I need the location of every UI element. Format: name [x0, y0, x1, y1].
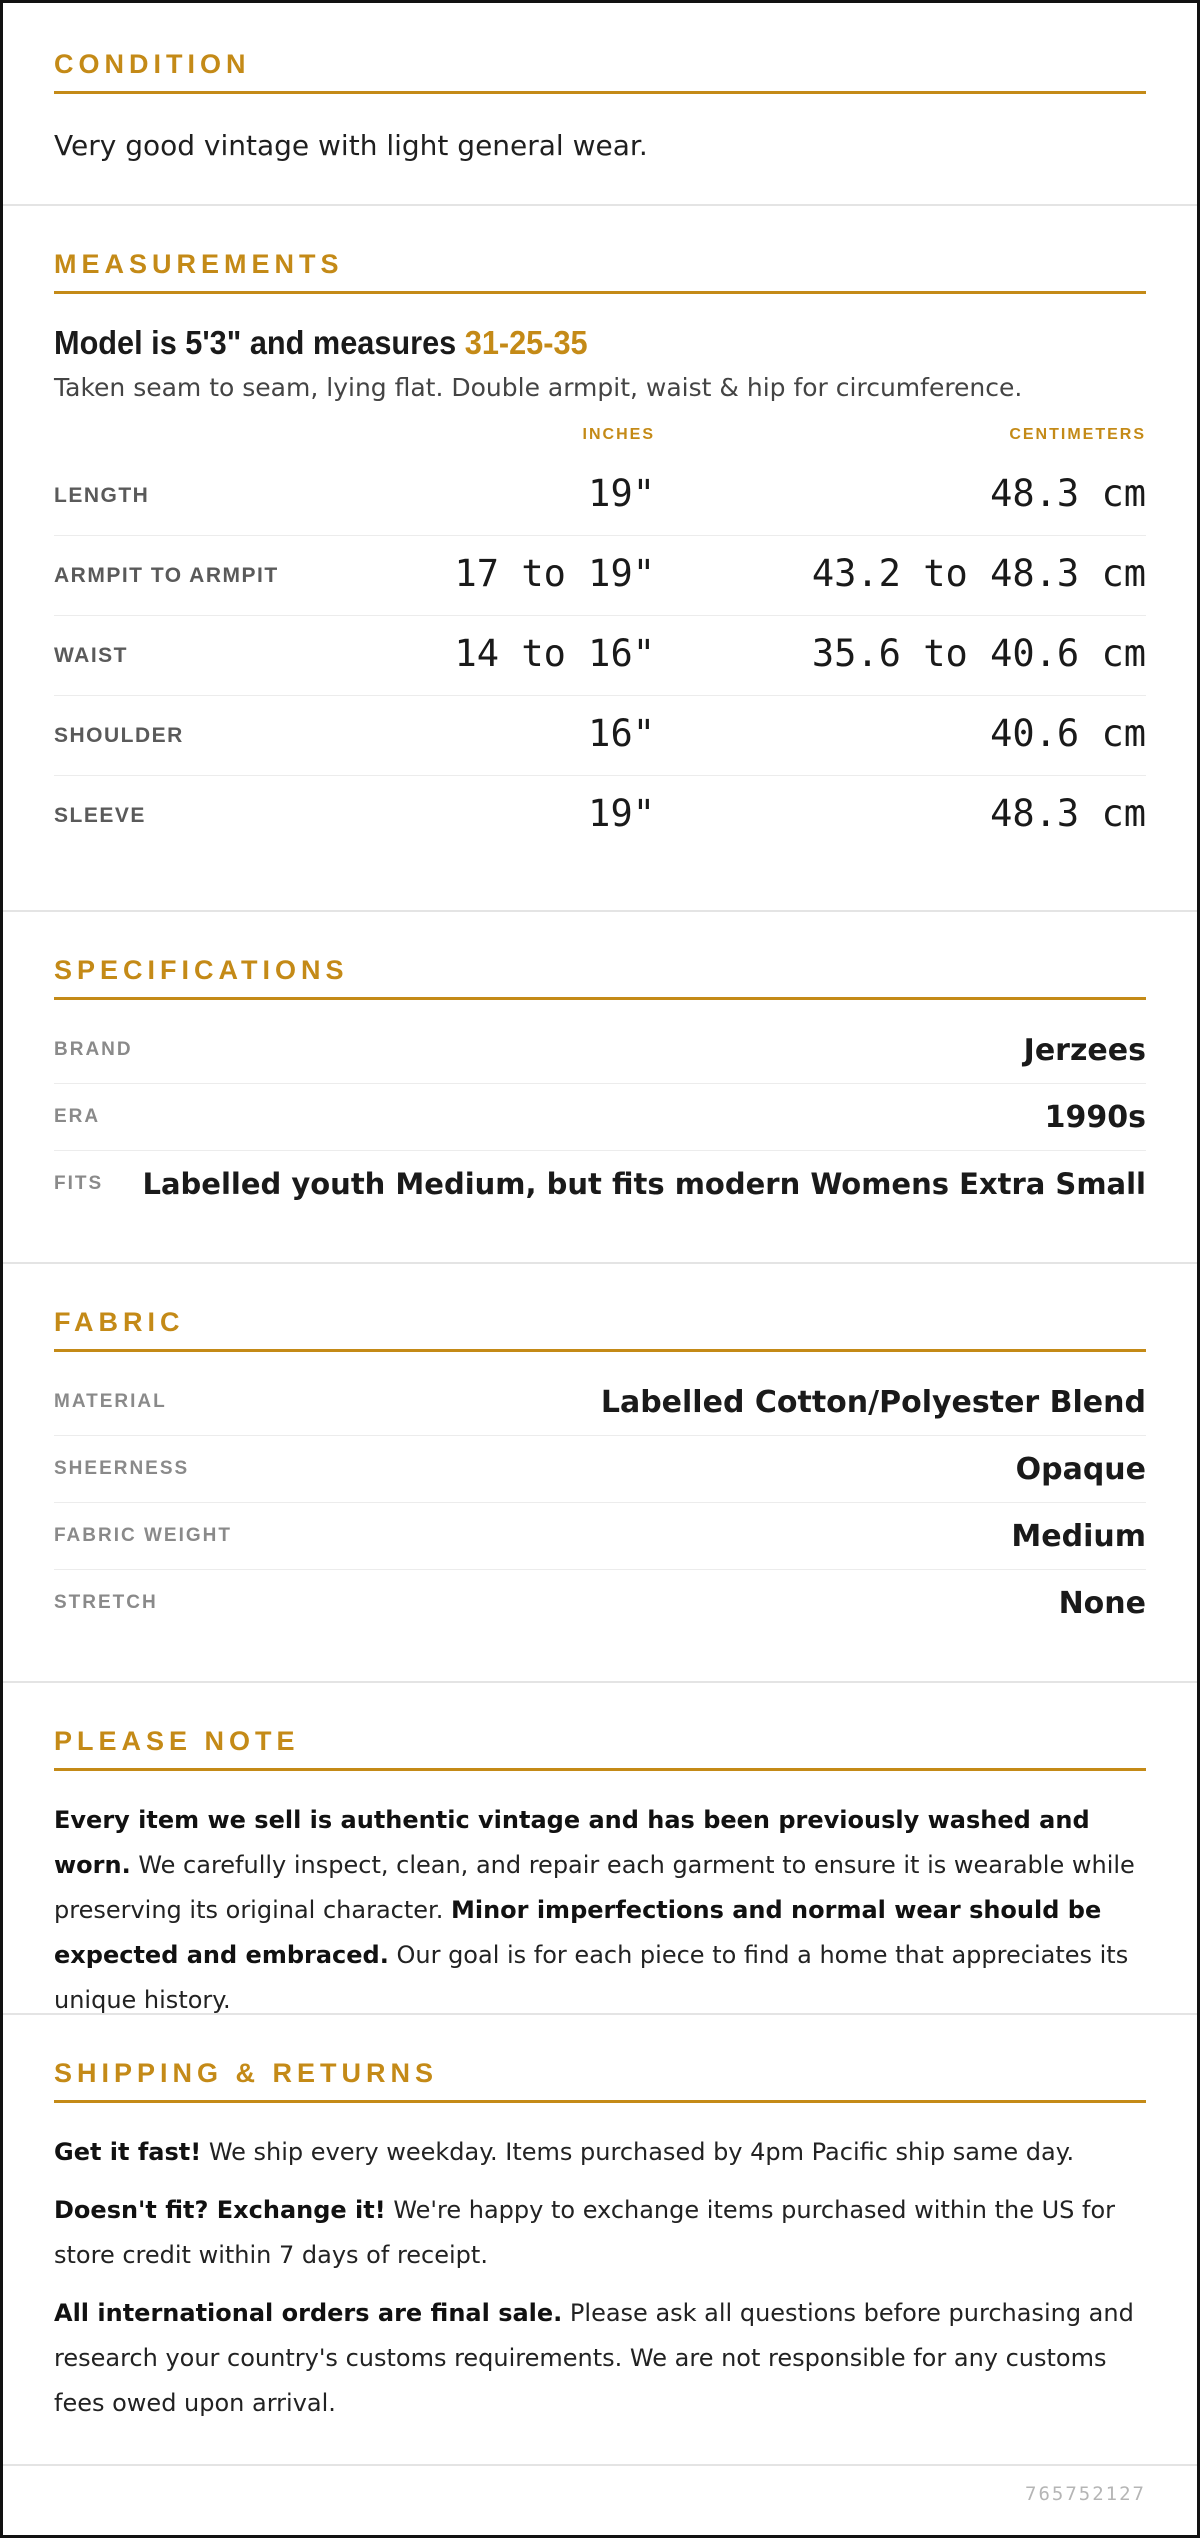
fabric-value: Medium — [1011, 1518, 1146, 1554]
shipping-paragraph-fast — [54, 2130, 1146, 2175]
spec-row-era — [54, 1084, 1146, 1151]
measurement-cm: 48.3 cm — [990, 472, 1146, 515]
measurement-inches: 17 to 19" — [454, 552, 655, 595]
measurement-label: LENGTH — [54, 484, 150, 507]
measurement-cm: 40.6 cm — [990, 712, 1146, 755]
please-note-heading: PLEASE NOTE — [54, 1728, 1146, 1771]
spec-value: Labelled youth Medium, but fits modern Womens Extra Small — [142, 1167, 1146, 1201]
shipping-bold: Doesn't fit? Exchange it! — [54, 2196, 386, 2224]
shipping-text: We're happy to exchange items purchased within the US for store credit within 7 days of receipt. — [54, 2196, 1116, 2269]
measurement-row-armpit — [54, 536, 1146, 616]
note-bold-1: Every item we sell is authentic vintage and has been previously washed and worn. — [54, 1806, 1090, 1879]
spec-label: ERA — [54, 1106, 101, 1127]
measurements-subtitle: Taken seam to seam, lying flat. Double armpit, waist & hip for circumference. — [54, 373, 1023, 402]
measurements-section — [3, 206, 1197, 912]
fabric-heading: FABRIC — [54, 1309, 1146, 1352]
specifications-section — [3, 912, 1197, 1264]
measurement-cm: 35.6 to 40.6 cm — [811, 632, 1146, 675]
fabric-label: MATERIAL — [54, 1391, 167, 1412]
model-measures: 31-25-35 — [464, 324, 588, 361]
model-info — [54, 326, 1070, 359]
measurement-row-sleeve — [54, 776, 1146, 855]
shipping-bold: All international orders are final sale. — [54, 2299, 563, 2327]
fabric-label: STRETCH — [54, 1592, 158, 1613]
measurement-cm: 48.3 cm — [990, 792, 1146, 835]
spec-value: Jerzees — [1023, 1032, 1146, 1068]
fabric-section — [3, 1264, 1197, 1683]
measurement-row-waist — [54, 616, 1146, 696]
measurement-cm: 43.2 to 48.3 cm — [811, 552, 1146, 595]
shipping-paragraph-international — [54, 2291, 1146, 2426]
shipping-returns-section — [3, 2015, 1197, 2466]
spec-label: FITS — [54, 1173, 104, 1194]
fabric-row-material — [54, 1369, 1146, 1436]
shipping-returns-heading: SHIPPING & RETURNS — [54, 2060, 1146, 2103]
spec-value: 1990s — [1044, 1099, 1146, 1135]
measurement-label: SLEEVE — [54, 804, 146, 827]
note-bold-2: Minor imperfections and normal wear should be expected and embraced. — [54, 1896, 1102, 1969]
note-text-1: We carefully inspect, clean, and repair each garment to ensure it is wearable while preserving its original character. — [54, 1851, 1135, 1924]
condition-heading: CONDITION — [54, 51, 1146, 94]
specifications-table — [54, 1017, 1146, 1217]
fabric-label: FABRIC WEIGHT — [54, 1525, 232, 1546]
inches-column-header: INCHES — [582, 426, 655, 443]
shipping-bold: Get it fast! — [54, 2138, 202, 2166]
fabric-row-weight — [54, 1503, 1146, 1570]
centimeters-column-header: CENTIMETERS — [1009, 426, 1146, 443]
spec-row-brand — [54, 1017, 1146, 1084]
measurement-row-length — [54, 456, 1146, 536]
spec-label: BRAND — [54, 1039, 133, 1060]
measurement-inches: 14 to 16" — [454, 632, 655, 675]
measurement-inches: 16" — [588, 712, 655, 755]
model-info-prefix: Model is 5'3" and measures — [54, 324, 457, 361]
fabric-row-sheerness — [54, 1436, 1146, 1503]
measurements-table — [54, 456, 1146, 855]
please-note-section — [3, 1683, 1197, 2015]
item-id: 765752127 — [1025, 2483, 1146, 2505]
measurement-row-shoulder — [54, 696, 1146, 776]
specifications-heading: SPECIFICATIONS — [54, 957, 1146, 1000]
please-note-text — [54, 1798, 1146, 2023]
condition-text: Very good vintage with light general wear. — [54, 129, 648, 162]
note-text-2: Our goal is for each piece to find a home that appreciates its unique history. — [54, 1941, 1129, 2014]
measurement-label: WAIST — [54, 644, 128, 667]
shipping-text: We ship every weekday. Items purchased by 4pm Pacific ship same day. — [201, 2138, 1075, 2166]
shipping-text: Please ask all questions before purchasing and research your country's customs requirements. We are not responsible for any customs fees owed upon arrival. — [54, 2299, 1134, 2417]
fabric-value: Opaque — [1015, 1451, 1146, 1487]
measurement-label: ARMPIT TO ARMPIT — [54, 564, 279, 587]
fabric-row-stretch — [54, 1570, 1146, 1636]
measurement-inches: 19" — [588, 792, 655, 835]
measurement-label: SHOULDER — [54, 724, 184, 747]
condition-section — [3, 3, 1197, 206]
shipping-paragraph-exchange — [54, 2188, 1146, 2278]
fabric-table — [54, 1369, 1146, 1636]
fabric-value: None — [1058, 1585, 1146, 1621]
fabric-label: SHEERNESS — [54, 1458, 190, 1479]
measurement-inches: 19" — [588, 472, 655, 515]
fabric-value: Labelled Cotton/Polyester Blend — [600, 1384, 1146, 1420]
measurements-heading: MEASUREMENTS — [54, 251, 1146, 294]
measurement-column-headers — [54, 426, 1146, 456]
spec-row-fits — [54, 1151, 1146, 1217]
